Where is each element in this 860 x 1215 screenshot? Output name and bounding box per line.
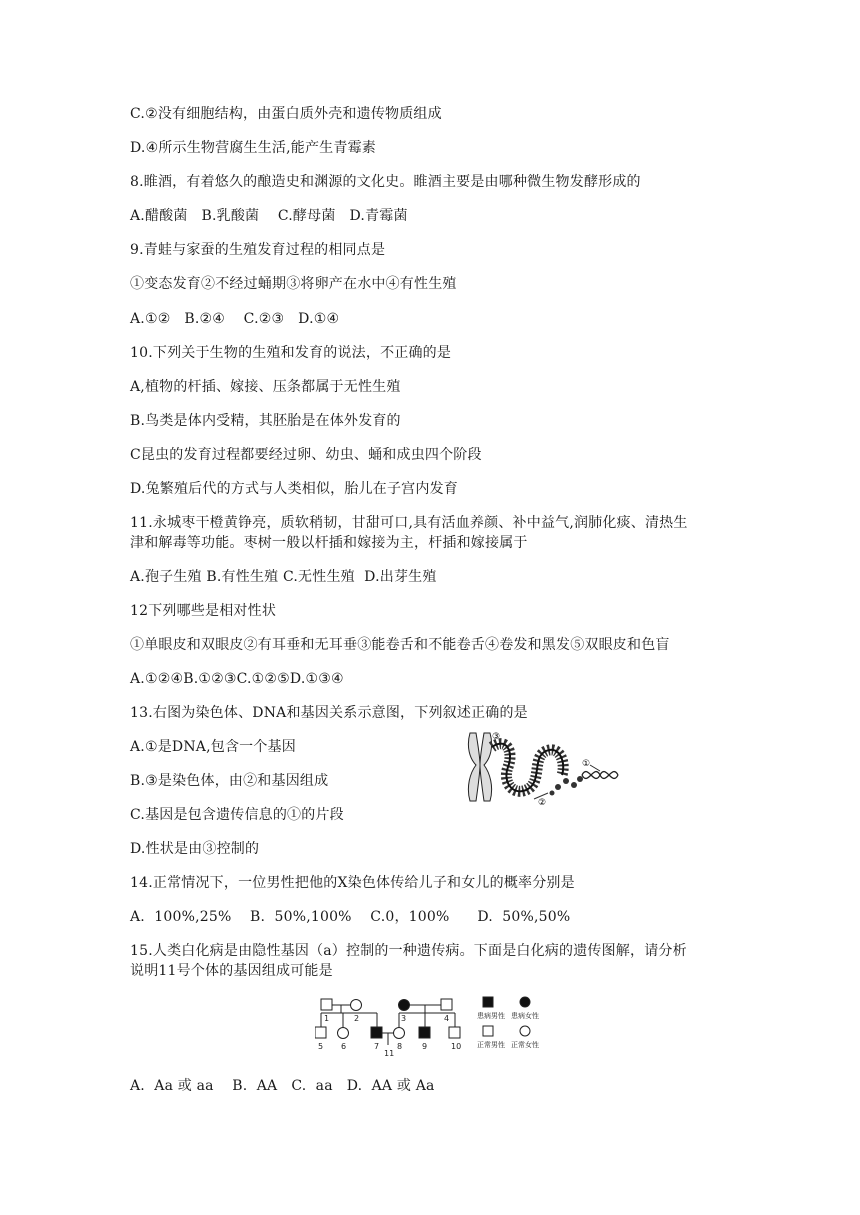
figure-label-2: ② — [538, 798, 547, 807]
pedigree-number-11: 11 — [384, 1049, 395, 1057]
q13-stem: 13.右图为染色体、DNA和基因关系示意图，下列叙述正确的是 — [130, 705, 528, 721]
q15-options: A. Aa 或 aa B. AA C. aa D. AA 或 Aa — [130, 1078, 435, 1094]
q13-option-b: B.③是染色体，由②和基因组成 — [130, 773, 329, 789]
pedigree-number-7: 7 — [374, 1042, 380, 1051]
pedigree-individual-6 — [338, 1028, 349, 1039]
q10-option-b: B.鸟类是体内受精，其胚胎是在体外发育的 — [130, 413, 401, 429]
pedigree-individual-3 — [399, 1000, 410, 1011]
albinism-pedigree-chart — [315, 993, 555, 1057]
pedigree-lines — [321, 1005, 455, 1045]
legend-affected-male-icon — [483, 997, 493, 1007]
q11-stem-line2: 津和解毒等功能。枣树一般以杆插和嫁接为主，杆插和嫁接属于 — [130, 535, 528, 551]
figure-label-3: ③ — [492, 732, 501, 742]
pedigree-number-9: 9 — [422, 1042, 428, 1051]
legend-affected-female-icon — [520, 997, 530, 1007]
q7-option-c: C.②没有细胞结构，由蛋白质外壳和遗传物质组成 — [130, 106, 442, 122]
pedigree-individual-7 — [371, 1027, 382, 1038]
q11-options: A.孢子生殖 B.有性生殖 C.无性生殖 D.出芽生殖 — [130, 569, 437, 585]
pedigree-individual-8 — [394, 1028, 405, 1039]
pedigree-individual-9 — [419, 1027, 430, 1038]
legend-normal-female: 正常女性 — [511, 1041, 539, 1049]
legend-normal-male-icon — [483, 1026, 493, 1036]
q11-stem-line1: 11.永城枣干橙黄铮亮，质软稍韧，甘甜可口,具有活血养颜、补中益气,润肺化痰、清热生 — [130, 515, 688, 531]
q8-options: A.醋酸菌 B.乳酸菌 C.酵母菌 D.青霉菌 — [130, 208, 408, 224]
pedigree-number-3: 3 — [401, 1014, 407, 1023]
pedigree-individual-5 — [315, 1027, 326, 1038]
pedigree-individual-4 — [441, 999, 452, 1010]
q12-statements: ①单眼皮和双眼皮②有耳垂和无耳垂③能卷舌和不能卷舌④卷发和黑发⑤双眼皮和色盲 — [130, 637, 670, 653]
q10-option-a: A,植物的杆插、嫁接、压条都属于无性生殖 — [130, 379, 401, 395]
chromosome-dna-gene-figure — [462, 727, 622, 807]
q10-stem: 10.下列关于生物的生殖和发育的说法，不正确的是 — [130, 345, 452, 361]
legend-affected-male: 患病男性 — [477, 1012, 505, 1020]
q9-options: A.①② B.②④ C.②③ D.①④ — [130, 311, 340, 327]
q10-option-d: D.兔繁殖后代的方式与人类相似，胎儿在子宫内发育 — [130, 481, 458, 497]
legend-normal-female-icon — [520, 1026, 530, 1036]
q9-statements: ①变态发育②不经过蛹期③将卵产在水中④有性生殖 — [130, 276, 457, 292]
pedigree-number-5: 5 — [318, 1042, 324, 1051]
q12-options: A.①②④B.①②③C.①②⑤D.①③④ — [130, 671, 344, 687]
q9-stem: 9.青蛙与家蚕的生殖发育过程的相同点是 — [130, 242, 386, 258]
pedigree-individual-2 — [351, 1000, 362, 1011]
pedigree-number-2: 2 — [354, 1014, 360, 1023]
q15-stem-line1: 15.人类白化病是由隐性基因（a）控制的一种遗传病。下面是白化病的遗传图解，请分析 — [130, 943, 687, 959]
q13-option-c: C.基因是包含遗传信息的①的片段 — [130, 807, 344, 823]
q13-option-a: A.①是DNA,包含一个基因 — [130, 739, 296, 755]
figure-label-1: ① — [582, 759, 591, 769]
pedigree-number-4: 4 — [444, 1014, 450, 1023]
pedigree-individual-1 — [321, 999, 332, 1010]
pedigree-legend — [477, 997, 539, 1049]
q10-option-c: C昆虫的发育过程都要经过卵、幼虫、蛹和成虫四个阶段 — [130, 447, 482, 463]
pedigree-number-8: 8 — [397, 1042, 403, 1051]
pedigree-individual-10 — [449, 1027, 460, 1038]
legend-normal-male: 正常男性 — [477, 1041, 505, 1049]
q13-option-d: D.性状是由③控制的 — [130, 841, 260, 857]
pedigree-number-6: 6 — [341, 1042, 347, 1051]
q7-option-d: D.④所示生物营腐生生活,能产生青霉素 — [130, 140, 376, 156]
pedigree-number-10: 10 — [451, 1042, 462, 1051]
q8-stem: 8.睢酒，有着悠久的酿造史和渊源的文化史。睢酒主要是由哪种微生物发酵形成的 — [130, 174, 641, 190]
q14-options: A. 100%,25% B. 50%,100% C.0，100% D. 50%,50% — [130, 909, 571, 925]
legend-affected-female: 患病女性 — [511, 1012, 539, 1020]
q14-stem: 14.正常情况下，一位男性把他的X染色体传给儿子和女儿的概率分别是 — [130, 875, 575, 891]
q15-stem-line2: 说明11号个体的基因组成可能是 — [130, 963, 333, 979]
q12-stem: 12下列哪些是相对性状 — [130, 603, 277, 619]
pedigree-number-1: 1 — [324, 1014, 330, 1023]
